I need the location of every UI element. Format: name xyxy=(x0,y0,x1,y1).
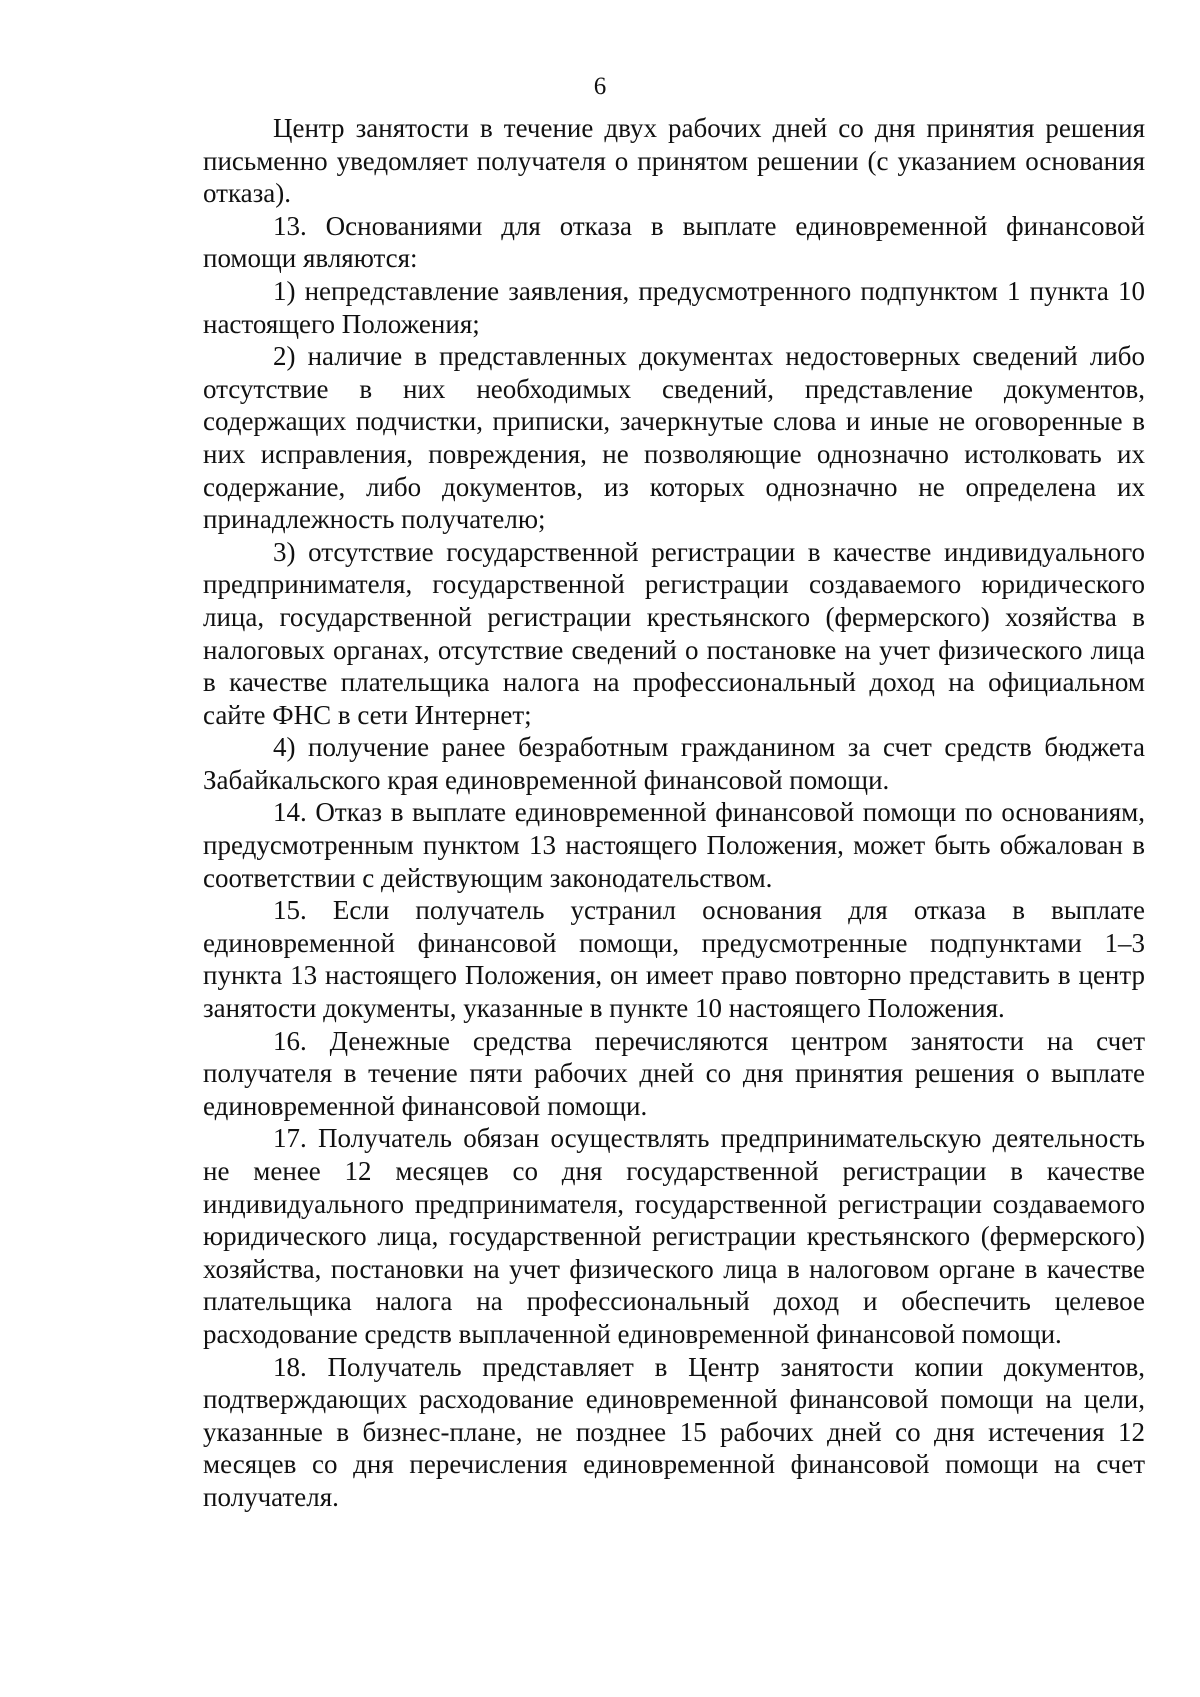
paragraph-13-item-4: 4) получение ранее безработным гражданином за счет средств бюджета Забайкальского края единовременной финансовой помощи. xyxy=(203,732,1145,795)
paragraph-17: 17. Получатель обязан осуществлять предпринимательскую деятельность не менее 12 месяцев со дня государственной регистрации в качестве индивидуального предпринимателя, государственной регистрации создаваемого юридического лица, государственной регистрации крестьянского (фермерского) хозяйства, постановки на учет физического лица в налоговом органе в качестве плательщика налога на профессиональный доход и обеспечить целевое расходование средств выплаченной единовременной финансовой помощи. xyxy=(203,1123,1145,1349)
paragraph-18: 18. Получатель представляет в Центр занятости копии документов, подтверждающих расходование единовременной финансовой помощи на цели, указанные в бизнес-плане, не позднее 15 рабочих дней со дня истечения 12 месяцев со дня перечисления единовременной финансовой помощи на счет получателя. xyxy=(203,1351,1145,1512)
paragraph-13-item-2: 2) наличие в представленных документах недостоверных сведений либо отсутствие в них необходимых сведений, представление документов, содержащих подчистки, приписки, зачеркнутые слова и иные не оговоренные в них исправления, повреждения, не позволяющие однозначно истолковать их содержание, либо документов, из которых однозначно не определена их принадлежность получателю; xyxy=(203,341,1145,535)
document-body xyxy=(203,112,1145,1514)
paragraph-16: 16. Денежные средства перечисляются центром занятости на счет получателя в течение пяти рабочих дней со дня принятия решения о выплате единовременной финансовой помощи. xyxy=(203,1025,1145,1121)
paragraph-14: 14. Отказ в выплате единовременной финансовой помощи по основаниям, предусмотренным пунктом 13 настоящего Положения, может быть обжалован в соответствии с действующим законодательством. xyxy=(203,797,1145,893)
paragraph-13-item-3: 3) отсутствие государственной регистрации в качестве индивидуального предпринимателя, государственной регистрации создаваемого юридического лица, государственной регистрации крестьянского (фермерского) хозяйства в налоговых органах, отсутствие сведений о постановке на учет физического лица в качестве плательщика налога на профессиональный доход на официальном сайте ФНС в сети Интернет; xyxy=(203,536,1145,730)
page-number: 6 xyxy=(593,73,607,100)
paragraph-13-item-1: 1) непредставление заявления, предусмотренного подпунктом 1 пункта 10 настоящего Положения; xyxy=(203,275,1145,339)
paragraph-13: 13. Основаниями для отказа в выплате единовременной финансовой помощи являются: xyxy=(203,210,1145,274)
paragraph-notification: Центр занятости в течение двух рабочих дней со дня принятия решения письменно уведомляет получателя о принятом решении (с указанием основания отказа). xyxy=(203,113,1145,209)
paragraph-15: 15. Если получатель устранил основания для отказа в выплате единовременной финансовой помощи, предусмотренные подпунктами 1–3 пункта 13 настоящего Положения, он имеет право повторно представить в центр занятости документы, указанные в пункте 10 настоящего Положения. xyxy=(203,895,1145,1024)
